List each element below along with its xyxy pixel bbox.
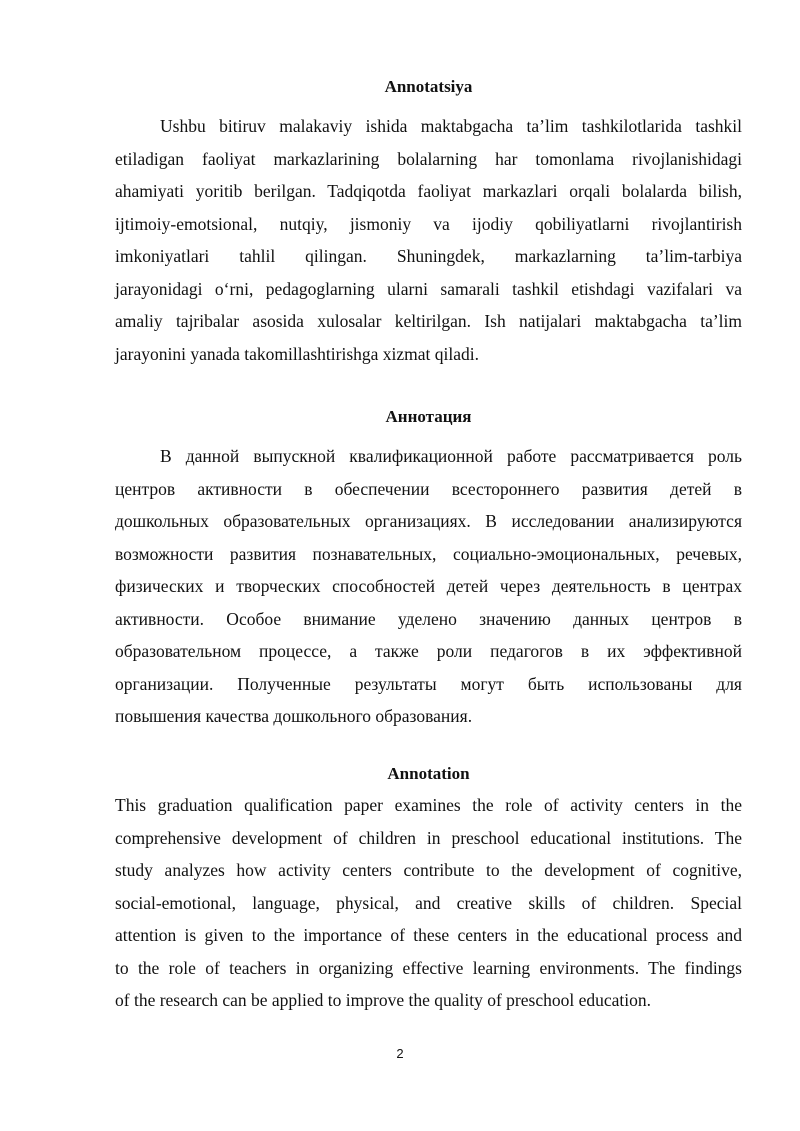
annotation-ru-heading: Аннотация [385,407,472,426]
body-line: образовательном процессе, а также роли педагогов в их эффективной [115,641,742,661]
annotation-en-heading: Annotation [387,764,470,783]
body-line: comprehensive development of children in preschool educational institutions. The [115,827,742,848]
annotation-en-section [115,763,742,1017]
body-line: Ushbu bitiruv malakaviy ishida maktabgacha ta’lim tashkilotlarida tashkil [160,116,742,136]
body-line: jarayonini yanada takomillashtirishga xizmat qiladi. [115,343,479,364]
body-line: study analyzes how activity centers contribute to the development of cognitive, [115,860,742,880]
body-line: центров активности в обеспечении всестороннего развития детей в [115,478,742,499]
annotation-en-body [115,789,742,1017]
annotation-uz-body [115,110,742,370]
body-line: of the research can be applied to improve the quality of preschool education. [115,990,651,1010]
body-line: ijtimoiy-emotsional, nutqiy, jismoniy va ijodiy qobiliyatlarni rivojlantirish [115,213,742,234]
body-line: jarayonidagi o‘rni, pedagoglarning ularni samarali tashkil etishdagi vazifalari va [115,278,742,299]
body-line: организации. Полученные результаты могут быть использованы для [115,673,742,694]
body-line: ahamiyati yoritib berilgan. Tadqiqotda faoliyat markazlari orqali bolalarda bilish, [115,181,742,201]
page-number: 2 [396,1046,404,1061]
body-line: to the role of teachers in organizing effective learning environments. The findings [115,957,742,978]
body-line: etiladigan faoliyat markazlarining bolalarning har tomonlama rivojlanishidagi [115,148,742,169]
body-line: физических и творческих способностей детей через деятельность в центрах [115,576,742,596]
body-line: В данной выпускной квалификационной работе рассматривается роль [160,446,742,466]
body-line: возможности развития познавательных, социально-эмоциональных, речевых, [115,543,742,564]
annotation-uz-heading: Annotatsiya [384,77,473,96]
annotation-ru-body [115,440,742,733]
body-line: повышения качества дошкольного образования. [115,706,473,726]
annotation-uz-section [115,76,742,370]
annotation-ru-section [115,406,742,733]
body-line: imkoniyatlari tahlil qilingan. Shuningdek, markazlarning ta’lim-tarbiya [115,246,742,266]
body-line: активности. Особое внимание уделено значению данных центров в [115,608,742,629]
body-line: дошкольных образовательных организациях. В исследовании анализируются [115,511,742,531]
body-line: amaliy tajribalar asosida xulosalar keltirilgan. Ish natijalari maktabgacha ta’lim [115,311,742,331]
body-line: This graduation qualification paper examines the role of activity centers in the [115,795,742,815]
body-line: social-emotional, language, physical, and creative skills of children. Special [115,892,742,913]
body-line: attention is given to the importance of these centers in the educational process and [115,925,742,945]
